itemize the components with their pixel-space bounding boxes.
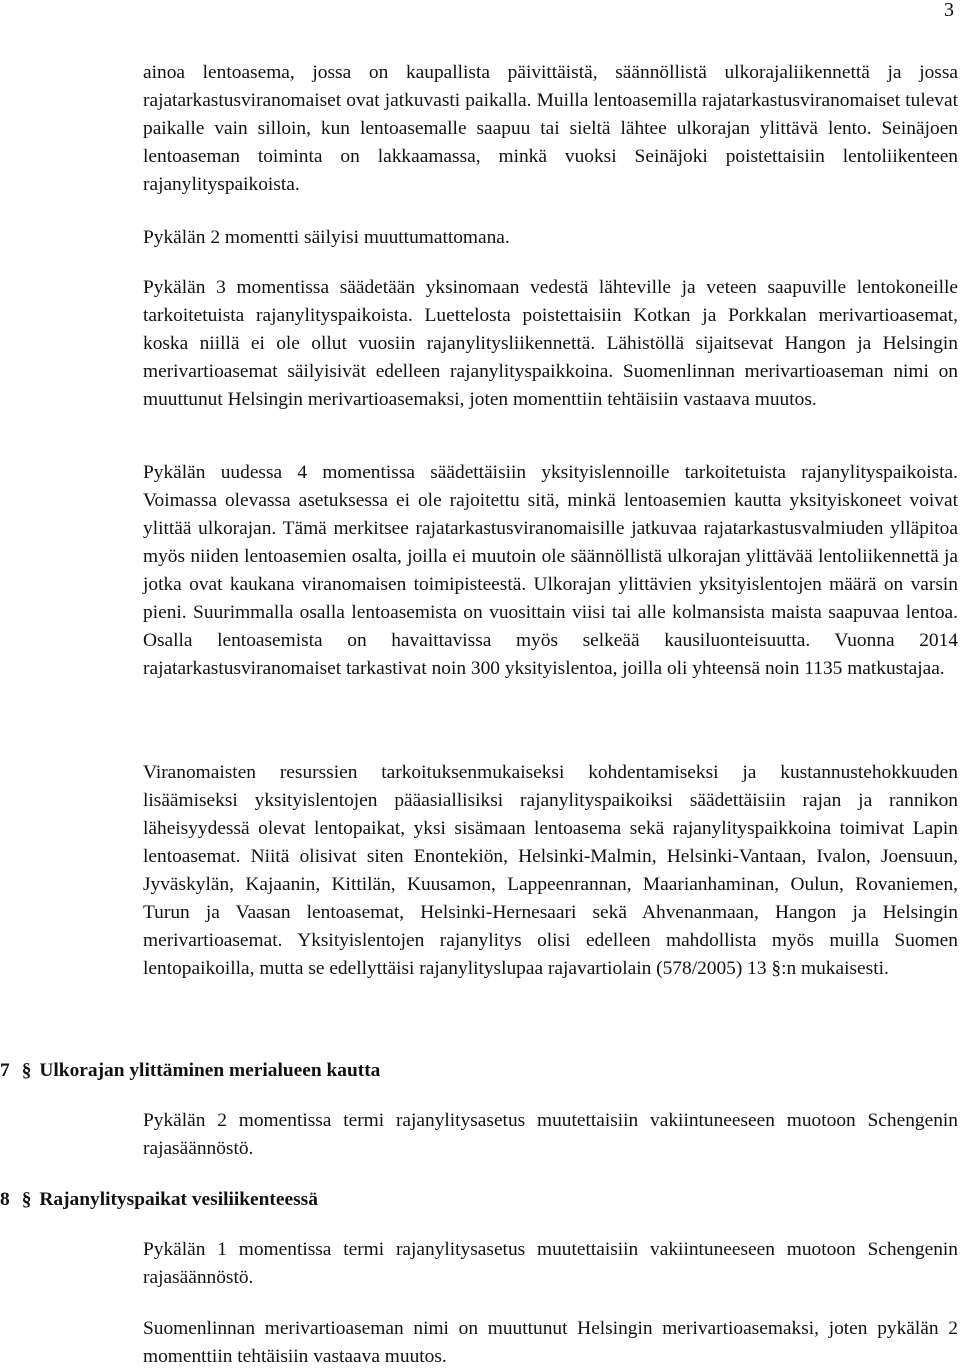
paragraph-airport-intro: ainoa lentoasema, jossa on kaupallista päivittäistä, säännöllistä ulkorajaliikennettä ja jossa rajatarkastusviranomaiset ovat jatkuvasti paikalla. Muilla lentoasemilla rajatarkastusviranomaiset tulevat paikalle vain silloin, kun lentoasemalle saapuu tai sieltä lähtee ulkorajan ylittävä lento. Seinäjoen lentoaseman toiminta on lakkaamassa, minkä vuoksi Seinäjoki poistettaisiin lentoliikenteen rajanylityspaikoista. bbox=[143, 62, 958, 195]
paragraph-section-8-second: Suomenlinnan merivartioaseman nimi on muuttunut Helsingin merivartioasemaksi, joten pykälän 2 momenttiin tehtäisiin vastaava muutos. bbox=[143, 1318, 958, 1367]
paragraph-section-8: Pykälän 1 momentissa termi rajanylitysasetus muutettaisiin vakiintuneeseen muotoon Schengenin rajasäännöstö. bbox=[143, 1239, 958, 1288]
section-number: 7 bbox=[0, 1060, 10, 1081]
paragraph-momentti-3: Pykälän 3 momentissa säädetään yksinomaan vedestä lähteville ja veteen saapuville lentokoneille tarkoitetuista rajanylityspaikoista. Luettelosta poistettaisiin Kotkan ja Porkkalan merivartioasemat, koska niillä ei ole ollut vuosiin rajanylitysliikennettä. Lähistöllä sijaitsevat Hangon ja Helsingin merivartioasemat säilyisivät edelleen rajanylityspaikkoina. Suomenlinnan merivartioaseman nimi on muuttunut Helsingin merivartioasemaksi, joten momenttiin tehtäisiin vastaava muutos. bbox=[143, 277, 958, 410]
section-title: Rajanylityspaikat vesiliikenteessä bbox=[39, 1189, 318, 1210]
section-title: Ulkorajan ylittäminen merialueen kautta bbox=[39, 1060, 381, 1081]
section-symbol: § bbox=[21, 1189, 32, 1210]
section-heading-8 bbox=[0, 1186, 318, 1214]
paragraph-momentti-2: Pykälän 2 momentti säilyisi muuttumattomana. bbox=[143, 227, 510, 248]
paragraph-section-7: Pykälän 2 momentissa termi rajanylitysasetus muutettaisiin vakiintuneeseen muotoon Schengenin rajasäännöstö. bbox=[143, 1110, 958, 1159]
page-number: 3 bbox=[944, 0, 954, 21]
section-number: 8 bbox=[0, 1189, 10, 1210]
section-symbol: § bbox=[21, 1060, 32, 1081]
paragraph-resources: Viranomaisten resurssien tarkoituksenmukaiseksi kohdentamiseksi ja kustannustehokkuuden lisäämiseksi yksityislentojen pääasiallisiksi rajanylityspaikoiksi säädettäisiin rajan ja rannikon läheisyydessä olevat lentopaikat, yksi sisämaan lentoasema sekä rajanylityspaikkoina toimivat Lapin lentoasemat. Niitä olisivat siten Enontekiön, Helsinki-Malmin, Helsinki-Vantaan, Ivalon, Joensuun, Jyväskylän, Kajaanin, Kittilän, Kuusamon, Lappeenrannan, Maarianhaminan, Oulun, Rovaniemen, Turun ja Vaasan lentoasemat, Helsinki-Hernesaari sekä Ahvenanmaan, Hangon ja Helsingin merivartioasemat. Yksityislentojen rajanylitys olisi edelleen mahdollista myös muilla Suomen lentopaikoilla, mutta se edellyttäisi rajanylityslupaa rajavartiolain (578/2005) 13 §:n mukaisesti. bbox=[143, 762, 958, 979]
section-heading-7 bbox=[0, 1057, 380, 1085]
paragraph-momentti-4: Pykälän uudessa 4 momentissa säädettäisiin yksityislennoille tarkoitetuista rajanylityspaikoista. Voimassa olevassa asetuksessa ei ole rajoitettu sitä, minkä lentoasemien kautta yksityiskoneet voivat ylittää ulkorajan. Tämä merkitsee rajatarkastusviranomaisille jatkuvaa rajatarkastusvalmiuden ylläpitoa myös niiden lentoasemien osalta, joilla ei muutoin ole säännöllistä ulkorajan ylittävää lentoliikennettä ja jotka ovat kaukana viranomaisen toimipisteestä. Ulkorajan ylittävien yksityislentojen määrä on varsin pieni. Suurimmalla osalla lentoasemista on vuosittain viisi tai alle kolmansista maista saapuvaa lentoa. Osalla lentoasemista on havaittavissa myös selkeää kausiluonteisuutta. Vuonna 2014 rajatarkastusviranomaiset tarkastivat noin 300 yksityislentoa, joilla oli yhteensä noin 1135 matkustajaa. bbox=[143, 462, 958, 679]
